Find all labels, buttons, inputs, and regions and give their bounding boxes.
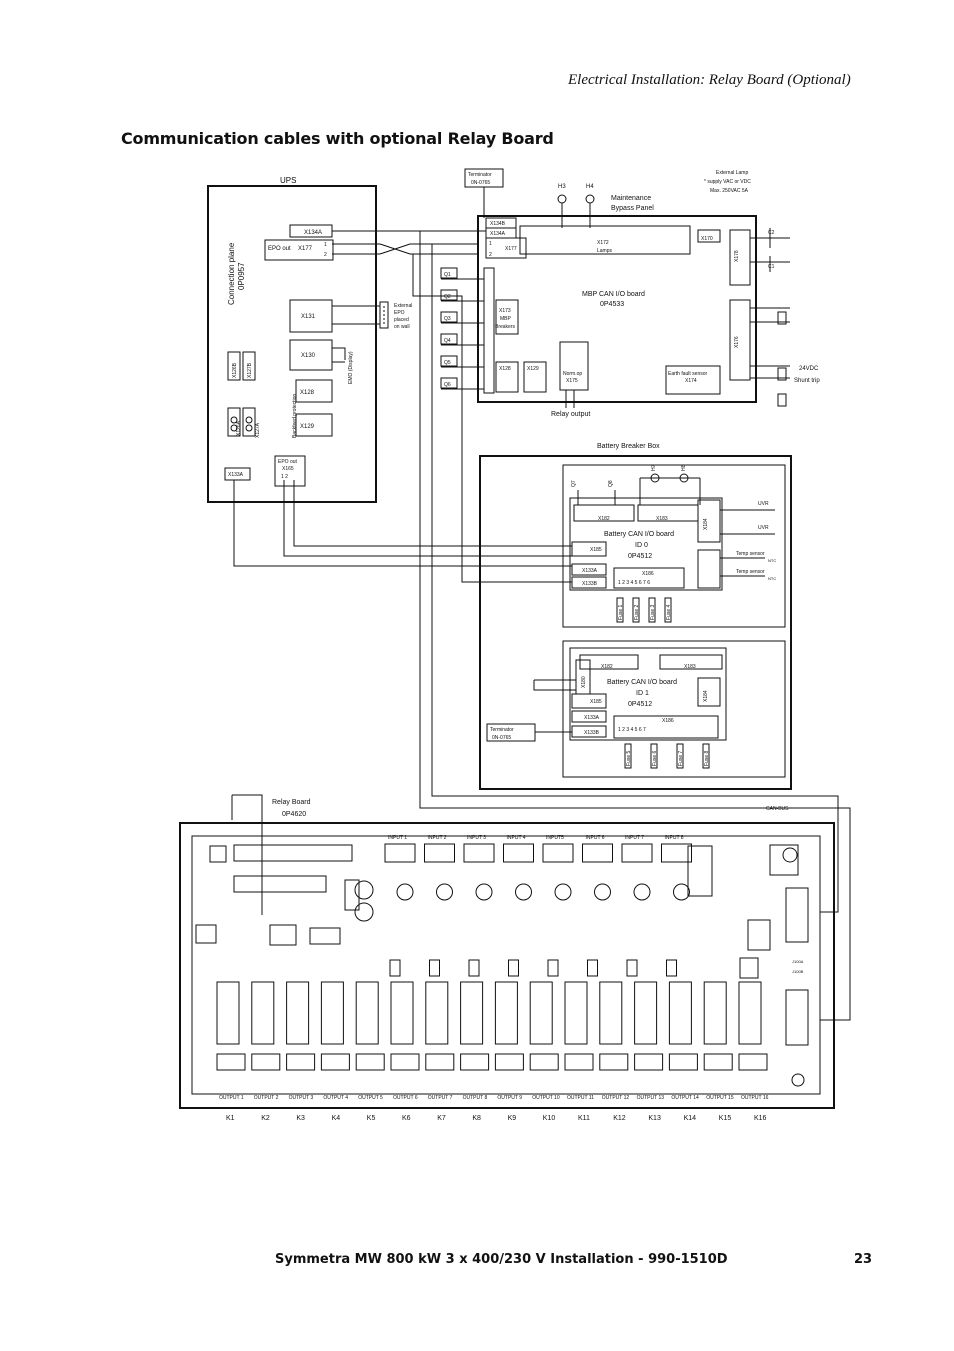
relay-output-label: OUTPUT 10 xyxy=(532,1095,560,1101)
svg-text:H4: H4 xyxy=(586,184,594,190)
svg-text:2: 2 xyxy=(324,252,327,258)
mbp-q-label: Q1 xyxy=(444,272,451,278)
svg-text:0P4512: 0P4512 xyxy=(628,553,653,560)
svg-text:CAN-BUS: CAN-BUS xyxy=(766,806,789,812)
relay-output-terminal xyxy=(391,1054,419,1070)
relay-output-terminal xyxy=(287,1054,315,1070)
svg-text:External Lamp: External Lamp xyxy=(716,170,749,176)
relay-input-diode xyxy=(469,960,479,976)
relay-output-terminal xyxy=(739,1054,767,1070)
svg-text:X178: X178 xyxy=(734,250,740,262)
relay-output-terminal xyxy=(704,1054,732,1070)
relay-coil xyxy=(321,982,343,1044)
mbp-q-label: Q2 xyxy=(444,294,451,300)
relay-input-component xyxy=(634,884,650,900)
svg-text:X177: X177 xyxy=(505,246,517,252)
relay-coil xyxy=(565,982,587,1044)
svg-text:0N-0765: 0N-0765 xyxy=(492,735,512,741)
relay-input-label: INPUT 6 xyxy=(585,835,605,841)
relay-input-terminal xyxy=(425,844,455,862)
svg-text:1: 1 xyxy=(324,242,327,248)
relay-output-label: OUTPUT 5 xyxy=(358,1095,383,1101)
conn-plane-id: 0P0957 xyxy=(237,262,246,290)
fuse-label: Fuse 8 xyxy=(704,750,710,766)
svg-text:on wall: on wall xyxy=(394,324,410,330)
relay-output-terminal xyxy=(635,1054,663,1070)
svg-text:J100B: J100B xyxy=(792,969,804,974)
svg-text:X176: X176 xyxy=(734,336,740,348)
relay-output-terminal xyxy=(252,1054,280,1070)
svg-text:0P4620: 0P4620 xyxy=(282,811,307,818)
relay-input-component xyxy=(516,884,532,900)
svg-text:NTC: NTC xyxy=(768,576,777,581)
ups-x131: X131 xyxy=(301,314,316,320)
svg-text:Temp sensor: Temp sensor xyxy=(736,551,765,557)
svg-text:1: 1 xyxy=(489,241,492,247)
svg-text:Relay Board: Relay Board xyxy=(272,799,311,806)
relay-output-terminal xyxy=(565,1054,593,1070)
svg-text:X133A: X133A xyxy=(582,568,598,574)
svg-text:Battery CAN I/O board: Battery CAN I/O board xyxy=(607,679,678,686)
relay-output-terminal xyxy=(217,1054,245,1070)
relay-input-label: INPUT5 xyxy=(546,835,564,841)
relay-k-label: K6 xyxy=(402,1115,411,1122)
mbp-q-label: Q3 xyxy=(444,316,451,322)
fuse-group-1 xyxy=(625,744,710,768)
ups-x130: X130 xyxy=(301,353,316,359)
svg-text:Battery CAN I/O board: Battery CAN I/O board xyxy=(604,531,675,538)
relay-coil xyxy=(704,982,726,1044)
svg-text:X184: X184 xyxy=(703,518,709,530)
output-group xyxy=(217,982,769,1122)
svg-text:X133A: X133A xyxy=(228,472,244,478)
relay-input-diode xyxy=(390,960,400,976)
svg-text:X165: X165 xyxy=(282,466,294,472)
relay-output-terminal xyxy=(321,1054,349,1070)
svg-text:X134B: X134B xyxy=(490,221,506,227)
svg-text:Earth fault sensor: Earth fault sensor xyxy=(668,371,708,377)
svg-text:X184: X184 xyxy=(703,690,709,702)
relay-output-label: OUTPUT 13 xyxy=(636,1095,665,1101)
relay-output-label: OUTPUT 11 xyxy=(567,1095,595,1101)
relay-input-diode xyxy=(588,960,598,976)
relay-k-label: K2 xyxy=(261,1115,270,1122)
relay-input-label: INPUT 4 xyxy=(506,835,526,841)
svg-text:X186: X186 xyxy=(642,571,654,577)
svg-text:Maintenance: Maintenance xyxy=(611,195,652,202)
relay-k-label: K1 xyxy=(226,1115,235,1122)
relay-input-label: INPUT 1 xyxy=(388,835,408,841)
relay-coil xyxy=(356,982,378,1044)
mbp-block xyxy=(478,184,820,418)
relay-coil xyxy=(217,982,239,1044)
relay-input-component xyxy=(595,884,611,900)
relay-k-label: K12 xyxy=(613,1115,626,1122)
svg-text:Battery Breaker Box: Battery Breaker Box xyxy=(597,443,660,450)
svg-text:C1: C1 xyxy=(768,264,775,270)
svg-text:Bypass Panel: Bypass Panel xyxy=(611,205,654,212)
svg-text:0P4512: 0P4512 xyxy=(628,701,653,708)
svg-text:ID 1: ID 1 xyxy=(636,690,649,697)
svg-text:X183: X183 xyxy=(656,516,668,522)
relay-k-label: K3 xyxy=(296,1115,305,1122)
svg-text:X170: X170 xyxy=(701,236,713,242)
relay-coil xyxy=(391,982,413,1044)
relay-coil xyxy=(287,982,309,1044)
relay-output-label: OUTPUT 9 xyxy=(497,1095,523,1101)
svg-text:X128: X128 xyxy=(300,390,315,396)
relay-output-label: OUTPUT 14 xyxy=(671,1095,699,1101)
svg-text:EPO: EPO xyxy=(394,310,405,316)
svg-text:NTC: NTC xyxy=(768,558,777,563)
page-number: 23 xyxy=(854,1252,873,1267)
relay-coil xyxy=(635,982,657,1044)
ups-label: UPS xyxy=(280,176,297,185)
svg-text:J100A: J100A xyxy=(792,959,804,964)
svg-text:MBP CAN I/O board: MBP CAN I/O board xyxy=(582,291,645,298)
svg-text:X182: X182 xyxy=(601,664,613,670)
svg-text:X127A: X127A xyxy=(255,422,261,438)
relay-output-terminal xyxy=(461,1054,489,1070)
svg-text:X185: X185 xyxy=(590,699,602,705)
relay-k-label: K10 xyxy=(542,1115,556,1122)
relay-input-terminal xyxy=(583,844,613,862)
relay-input-label: INPUT 2 xyxy=(427,835,447,841)
ups-block xyxy=(208,176,412,502)
relay-output-terminal xyxy=(426,1054,454,1070)
fuse-label: Fuse 7 xyxy=(678,750,684,766)
relay-output-label: OUTPUT 6 xyxy=(393,1095,418,1101)
mbp-q-label: Q5 xyxy=(444,360,451,366)
svg-text:MBP: MBP xyxy=(500,316,511,322)
mbp-q-label: Q6 xyxy=(444,382,451,388)
svg-text:ID 0: ID 0 xyxy=(635,542,648,549)
svg-text:H8: H8 xyxy=(681,464,687,471)
relay-output-terminal xyxy=(600,1054,628,1070)
input-group xyxy=(385,835,692,976)
relay-k-label: K9 xyxy=(507,1115,517,1122)
page-header: Electrical Installation: Relay Board (Optional) xyxy=(568,72,851,88)
svg-text:* supply VAC or VDC: * supply VAC or VDC xyxy=(704,179,751,185)
svg-text:X133B: X133B xyxy=(584,730,600,736)
svg-text:Lamps: Lamps xyxy=(597,248,613,254)
relay-coil xyxy=(461,982,483,1044)
relay-input-component xyxy=(674,884,690,900)
svg-text:X175: X175 xyxy=(566,378,578,384)
relay-coil xyxy=(600,982,622,1044)
ups-x134a: X134A xyxy=(304,230,323,236)
fuse-label: Fuse 3 xyxy=(650,604,656,620)
svg-text:X133B: X133B xyxy=(582,581,598,587)
relay-coil xyxy=(739,982,761,1044)
relay-k-label: K5 xyxy=(366,1115,376,1122)
page-title: Communication cables with optional Relay Board xyxy=(121,129,554,148)
relay-input-label: INPUT 7 xyxy=(625,835,645,841)
svg-text:X186: X186 xyxy=(662,718,674,724)
svg-text:X128: X128 xyxy=(499,366,511,372)
relay-input-terminal xyxy=(385,844,415,862)
relay-k-label: K4 xyxy=(331,1115,341,1122)
relay-input-label: INPUT 3 xyxy=(467,835,487,841)
svg-text:X126B: X126B xyxy=(232,362,238,378)
relay-input-diode xyxy=(627,960,637,976)
relay-k-label: K14 xyxy=(683,1115,697,1122)
fuse-label: Fuse 4 xyxy=(666,604,672,620)
top-terminator xyxy=(465,169,503,218)
svg-text:0P4533: 0P4533 xyxy=(600,301,625,308)
relay-input-component xyxy=(476,884,492,900)
svg-text:X180: X180 xyxy=(581,676,587,688)
svg-text:EPO out: EPO out xyxy=(278,459,297,465)
svg-text:Shunt trip: Shunt trip xyxy=(794,378,820,384)
relay-k-label: K7 xyxy=(437,1115,446,1122)
relay-output-terminal xyxy=(530,1054,558,1070)
svg-text:Relay output: Relay output xyxy=(551,411,591,418)
svg-text:Backfeed protection: Backfeed protection xyxy=(292,393,298,438)
svg-text:X174: X174 xyxy=(685,378,697,384)
svg-text:X185: X185 xyxy=(590,547,602,553)
relay-k-label: K13 xyxy=(648,1115,661,1122)
svg-text:X172: X172 xyxy=(597,240,609,246)
fuse-label: Fuse 1 xyxy=(618,604,624,620)
relay-output-label: OUTPUT 7 xyxy=(427,1095,453,1101)
svg-text:Max. 250VAC 5A: Max. 250VAC 5A xyxy=(710,188,748,194)
svg-text:24VDC: 24VDC xyxy=(799,366,819,372)
fuse-label: Fuse 6 xyxy=(652,750,658,766)
relay-output-terminal xyxy=(495,1054,523,1070)
relay-output-label: OUTPUT 16 xyxy=(741,1095,769,1101)
relay-k-label: K8 xyxy=(472,1115,481,1122)
svg-text:1 2 3 4 5 6: 1 2 3 4 5 6 7 xyxy=(618,727,646,733)
relay-k-label: K16 xyxy=(754,1115,767,1122)
ups-epo-out: EPO out xyxy=(268,246,291,252)
svg-text:Q8: Q8 xyxy=(608,480,614,487)
relay-input-terminal xyxy=(662,844,692,862)
relay-board xyxy=(180,799,834,1122)
fuse-group-0 xyxy=(617,598,672,622)
relay-output-label: OUTPUT 8 xyxy=(462,1095,488,1101)
svg-text:Terminator: Terminator xyxy=(468,172,492,178)
relay-input-diode xyxy=(509,960,519,976)
svg-text:X182: X182 xyxy=(598,516,610,522)
relay-input-component xyxy=(397,884,413,900)
relay-output-label: OUTPUT 12 xyxy=(601,1095,630,1101)
external-lamp-note xyxy=(704,170,751,194)
svg-text:X129: X129 xyxy=(527,366,539,372)
relay-k-label: K15 xyxy=(718,1115,732,1122)
relay-output-terminal xyxy=(669,1054,697,1070)
relay-input-diode xyxy=(667,960,677,976)
svg-text:1 2 3 4 5 6 7 6: 1 2 3 4 5 6 7 6 xyxy=(618,580,650,586)
svg-text:UVR: UVR xyxy=(758,501,769,507)
relay-output-label: OUTPUT 3 xyxy=(288,1095,314,1101)
battery-breaker-box xyxy=(480,443,791,789)
svg-text:Temp sensor: Temp sensor xyxy=(736,569,765,575)
fuse-label: Fuse 5 xyxy=(626,750,632,766)
relay-coil xyxy=(669,982,691,1044)
svg-text:Breakers: Breakers xyxy=(495,324,516,330)
svg-text:placed: placed xyxy=(394,317,409,323)
relay-output-label: OUTPUT 15 xyxy=(706,1095,734,1101)
relay-coil xyxy=(426,982,448,1044)
relay-input-diode xyxy=(548,960,558,976)
relay-output-label: OUTPUT 2 xyxy=(253,1095,279,1101)
fuse-label: Fuse 2 xyxy=(634,604,640,620)
relay-coil xyxy=(252,982,274,1044)
relay-output-terminal xyxy=(356,1054,384,1070)
svg-text:Norm.op: Norm.op xyxy=(563,371,583,377)
cable-routing xyxy=(232,231,850,1020)
relay-output-label: OUTPUT 1 xyxy=(219,1095,244,1101)
relay-k-label: K11 xyxy=(578,1115,590,1122)
conn-plane-label: Connection plane xyxy=(227,242,236,305)
svg-text:H3: H3 xyxy=(558,184,566,190)
svg-text:X133A: X133A xyxy=(584,715,600,721)
svg-text:UVR: UVR xyxy=(758,525,769,531)
svg-text:X127B: X127B xyxy=(247,362,253,378)
svg-text:1 2: 1 2 xyxy=(281,474,288,480)
svg-text:C2: C2 xyxy=(768,230,775,236)
svg-text:X183: X183 xyxy=(684,664,696,670)
relay-input-terminal xyxy=(464,844,494,862)
relay-input-diode xyxy=(430,960,440,976)
svg-text:H7: H7 xyxy=(651,464,657,471)
svg-text:Q7: Q7 xyxy=(571,480,577,487)
relay-coil xyxy=(495,982,517,1044)
ups-x177: X177 xyxy=(298,246,313,252)
relay-input-terminal xyxy=(622,844,652,862)
svg-text:X134A: X134A xyxy=(490,231,506,237)
relay-coil xyxy=(530,982,552,1044)
svg-text:X126A: X126A xyxy=(236,420,242,436)
svg-text:X173: X173 xyxy=(499,308,511,314)
svg-text:EMO (Display): EMO (Display) xyxy=(348,351,354,384)
relay-input-terminal xyxy=(543,844,573,862)
page-footer: Symmetra MW 800 kW 3 x 400/230 V Installation - 990-1510D xyxy=(275,1252,728,1267)
svg-text:External: External xyxy=(394,303,413,309)
relay-input-component xyxy=(437,884,453,900)
mbp-q-label: Q4 xyxy=(444,338,451,344)
svg-text:0N-0765: 0N-0765 xyxy=(471,180,491,186)
svg-text:Terminator: Terminator xyxy=(490,727,514,733)
relay-input-terminal xyxy=(504,844,534,862)
svg-text:X129: X129 xyxy=(300,424,315,430)
relay-input-component xyxy=(555,884,571,900)
svg-text:2: 2 xyxy=(489,252,492,258)
relay-input-label: INPUT 8 xyxy=(664,835,684,841)
relay-output-label: OUTPUT 4 xyxy=(323,1095,349,1101)
